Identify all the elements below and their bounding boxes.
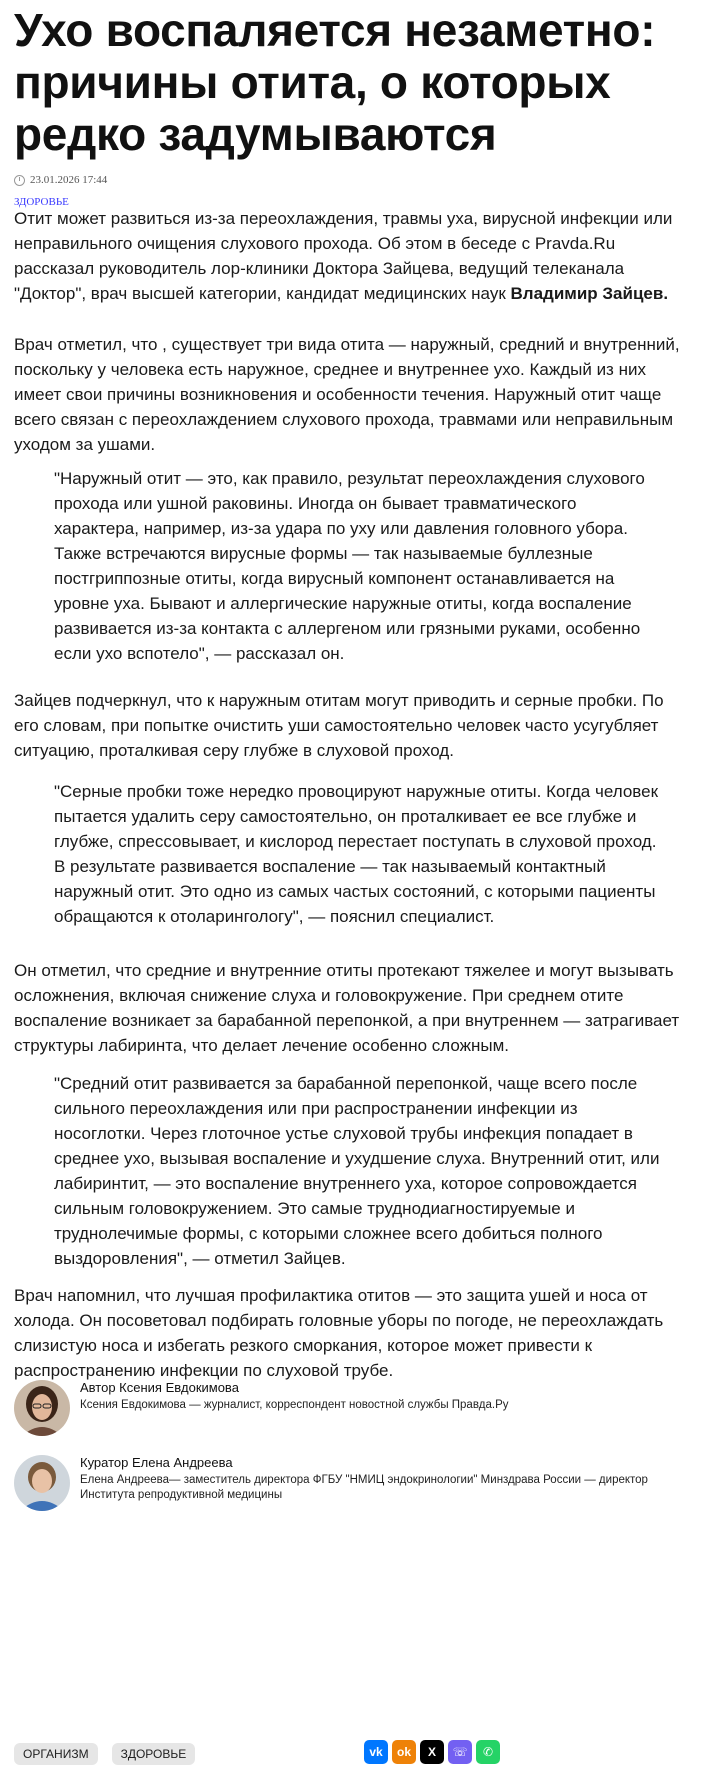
- article-datetime: [14, 174, 107, 186]
- quote-3: "Средний отит развивается за барабанной перепонкой, чаще всего после сильного переохлаждения или при распространении инфекции из носоглотки. Через глоточное устье слуховой трубы инфекция попадает в среднее ухо, вызывая воспаление и ухудшение слуха. Внутренний отит, или лабиринтит, — это воспаление внутреннего уха, которое сопровождается сильным головокружением. Это самые труднодиагностируемые и труднолечимые формы, с которыми сложнее всего добиться полного выздоровления", — отметил Зайцев.: [54, 1074, 660, 1268]
- expert-name: Владимир Зайцев.: [510, 284, 669, 303]
- author-card: [14, 1380, 694, 1440]
- paragraph-5: Врач напомнил, что лучшая профилактика отитов — это защита ушей и носа от холода. Он посоветовал подбирать головные уборы по погоде, не переохлаждать слизистую носа и избегать резкого сморкания, которое может привести к распространению инфекции по слуховой трубе.: [14, 1286, 664, 1380]
- quote-2: "Серные пробки тоже нередко провоцируют наружные отиты. Когда человек пытается удалить серу самостоятельно, он проталкивает ее все глубже и глубже, спрессовывает, и кислород перестает поступать в слуховой проход. В результате развивается воспаление — так называемый контактный наружный отит. Это одно из самых частых состояний, с которыми пациенты обращаются к отоларингологу", — пояснил специалист.: [54, 782, 659, 926]
- rubric-link[interactable]: ЗДОРОВЬЕ: [14, 196, 69, 208]
- whatsapp-icon[interactable]: ✆: [476, 1740, 500, 1764]
- quote-1: "Наружный отит — это, как правило, результат переохлаждения слухового прохода или ушной раковины. Иногда он бывает травматического характера, например, из-за удара по уху или давления головного убора. Также встречаются вирусные формы — так называемые буллезные постгриппозные отиты, когда вирусный компонент останавливается на уровне уха. Бывают и аллергические наружные отиты, когда воспаление развивается из-за контакта с аллергеном или грязными руками, особенно если ухо вспотело", — рассказал он.: [54, 469, 645, 663]
- curator-description: Елена Андреева— заместитель директора ФГБУ "НМИЦ эндокринологии" Минздрава России — директор Института репродуктивной медицины: [80, 1474, 648, 1501]
- article-title: Ухо воспаляется незаметно: причины отита, о которых редко задумываются: [14, 4, 656, 160]
- x-icon[interactable]: X: [420, 1740, 444, 1764]
- curator-card: [14, 1455, 694, 1515]
- curator-avatar[interactable]: [14, 1455, 70, 1511]
- tag-organism[interactable]: ОРГАНИЗМ: [14, 1743, 98, 1765]
- author-name[interactable]: Автор Ксения Евдокимова: [80, 1380, 239, 1395]
- paragraph-2: Врач отметил, что , существует три вида отита — наружный, средний и внутренний, поскольку у человека есть наружное, среднее и внутреннее ухо. Каждый из них имеет свои причины возникновения и особенности течения. Наружный отит чаще всего связан с переохлаждением слухового прохода, травмами или неправильным уходом за ушами.: [14, 335, 680, 454]
- share-buttons: [364, 1740, 500, 1764]
- vk-icon[interactable]: vk: [364, 1740, 388, 1764]
- odnoklassniki-icon[interactable]: ok: [392, 1740, 416, 1764]
- tag-health[interactable]: ЗДОРОВЬЕ: [112, 1743, 196, 1765]
- paragraph-1: [14, 206, 686, 306]
- author-description: Ксения Евдокимова — журналист, корреспондент новостной службы Правда.Ру: [80, 1399, 509, 1411]
- curator-name[interactable]: Куратор Елена Андреева: [80, 1455, 233, 1470]
- clock-icon: [14, 175, 25, 186]
- paragraph-3: Зайцев подчеркнул, что к наружным отитам могут приводить и серные пробки. По его словам, при попытке очистить уши самостоятельно человек часто усугубляет ситуацию, проталкивая серу глубже в слуховой проход.: [14, 691, 664, 760]
- author-avatar[interactable]: [14, 1380, 70, 1436]
- paragraph-1-text: Отит может развиться из-за переохлаждения, травмы уха, вирусной инфекции или неправильного очищения слухового прохода. Об этом в беседе с Pravda.Ru рассказал руководитель лор-клиники Доктора Зайцева, ведущий телеканала "Доктор", врач высшей категории, кандидат медицинских наук: [14, 209, 673, 303]
- paragraph-4: Он отметил, что средние и внутренние отиты протекают тяжелее и могут вызывать осложнения, включая снижение слуха и головокружение. При среднем отите воспаление возникает за барабанной перепонкой, а при внутреннем — затрагивает структуры лабиринта, что делает лечение особенно сложным.: [14, 961, 680, 1055]
- datetime-text: 23.01.2026 17:44: [30, 174, 108, 186]
- viber-icon[interactable]: ☏: [448, 1740, 472, 1764]
- tags-list: [14, 1743, 195, 1765]
